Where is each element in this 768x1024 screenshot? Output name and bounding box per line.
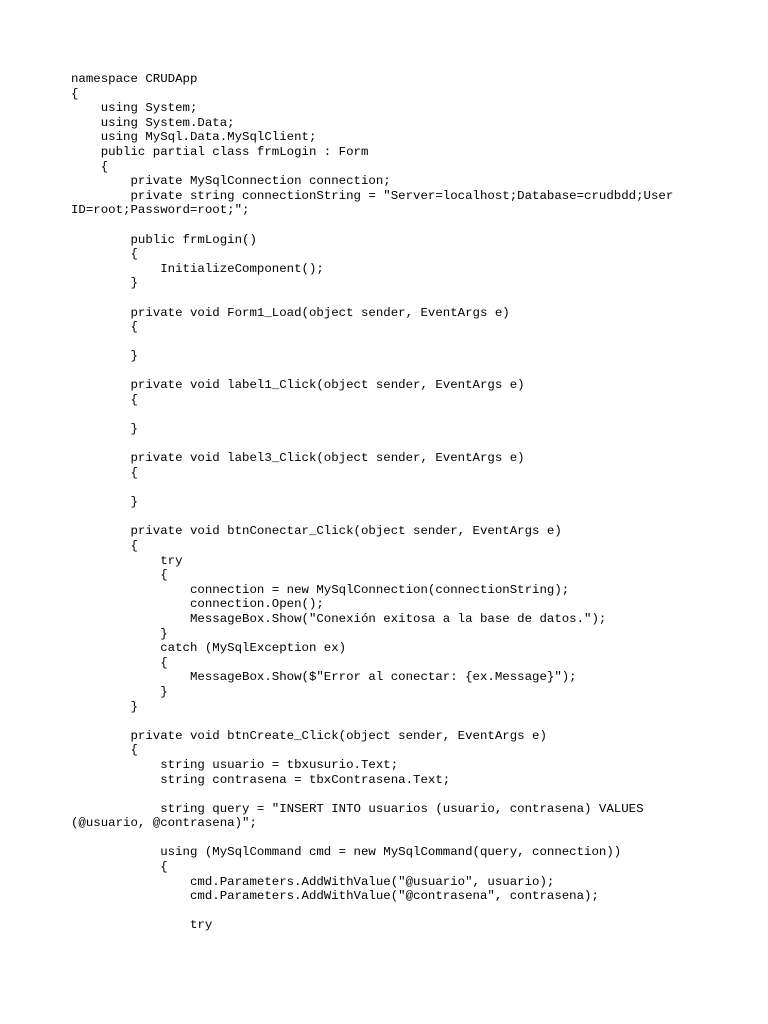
code-line: connection.Open(); [71, 597, 324, 612]
code-line [71, 364, 711, 379]
code-line: } [71, 626, 168, 641]
code-line: } [71, 495, 138, 510]
code-line [71, 481, 711, 496]
code-line: using System.Data; [71, 115, 235, 130]
code-line [71, 831, 711, 846]
code-line: } [71, 684, 168, 699]
code-line: private void Form1_Load(object sender, EventArgs e) [71, 305, 510, 320]
code-line: { [71, 393, 138, 408]
code-line: } [71, 349, 138, 364]
code-line: { [71, 860, 168, 875]
code-line [71, 408, 711, 423]
code-line: using (MySqlCommand cmd = new MySqlCommand(query, connection)) [71, 845, 622, 860]
code-line: MessageBox.Show($"Error al conectar: {ex.Message}"); [71, 670, 577, 685]
code-line: private void btnCreate_Click(object sender, EventArgs e) [71, 728, 547, 743]
code-line: private void btnConectar_Click(object sender, EventArgs e) [71, 524, 562, 539]
code-line: namespace CRUDApp [71, 72, 198, 86]
code-line [71, 714, 711, 729]
code-line: private void label1_Click(object sender, EventArgs e) [71, 378, 525, 393]
code-line: string usuario = tbxusurio.Text; [71, 757, 399, 772]
code-line [71, 904, 711, 919]
code-line: cmd.Parameters.AddWithValue("@contrasena", contrasena); [71, 889, 599, 904]
code-line: try [71, 918, 213, 933]
code-line: private void label3_Click(object sender, EventArgs e) [71, 451, 525, 466]
code-line: using MySql.Data.MySqlClient; [71, 130, 317, 145]
code-line: public partial class frmLogin : Form [71, 144, 369, 159]
code-line: cmd.Parameters.AddWithValue("@usuario", usuario); [71, 874, 555, 889]
code-line: { [71, 539, 138, 553]
code-line [71, 291, 711, 306]
code-line [71, 437, 711, 452]
code-line [71, 787, 711, 802]
code-line: try [71, 553, 183, 568]
code-line: connection = new MySqlConnection(connectionString); [71, 582, 570, 597]
code-line: string query = "INSERT INTO usuarios (usuario, contrasena) VALUES [71, 801, 644, 816]
code-line: } [71, 276, 138, 291]
code-line: { [71, 159, 109, 174]
code-line: private MySqlConnection connection; [71, 174, 391, 189]
code-line: } [71, 422, 138, 437]
code-line [71, 218, 711, 233]
code-line [71, 335, 711, 350]
code-line: (@usuario, @contrasena)"; [71, 816, 257, 831]
code-line: using System; [71, 101, 198, 116]
code-listing [71, 72, 711, 933]
code-line [71, 510, 711, 525]
code-line: InitializeComponent(); [71, 261, 324, 276]
code-line: { [71, 655, 168, 670]
code-line: ID=root;Password=root;"; [71, 203, 250, 218]
code-line: { [71, 568, 168, 583]
code-line: string contrasena = tbxContrasena.Text; [71, 772, 451, 787]
code-line: private string connectionString = "Server=localhost;Database=crudbdd;User [71, 188, 674, 203]
code-line: catch (MySqlException ex) [71, 641, 347, 656]
code-line: public frmLogin() [71, 232, 257, 247]
code-line: { [71, 743, 138, 758]
code-line: { [71, 466, 138, 481]
code-line: MessageBox.Show("Conexión exitosa a la base de datos."); [71, 611, 607, 626]
code-line: { [71, 86, 79, 101]
code-line: { [71, 320, 138, 335]
code-line: } [71, 699, 138, 714]
code-line: { [71, 247, 138, 262]
